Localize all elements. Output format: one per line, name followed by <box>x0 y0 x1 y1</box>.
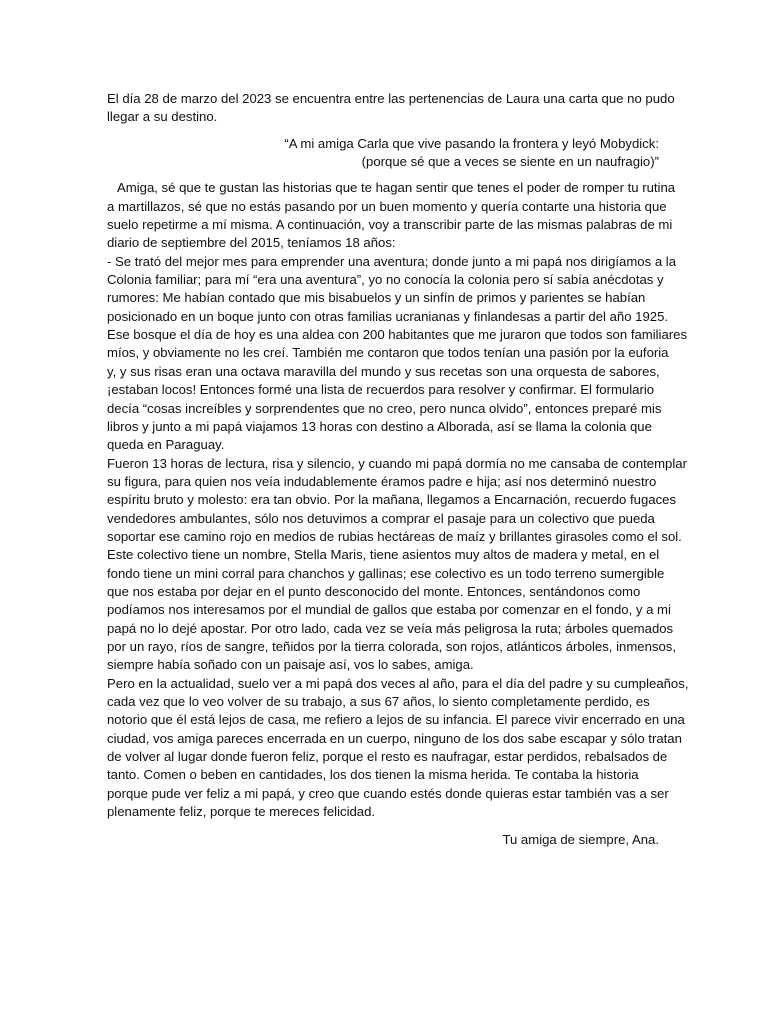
body-line: porque pude ver feliz a mi papá, y creo que cuando estés donde quieras estar también vas a ser <box>107 785 669 801</box>
body-line: y, y sus risas eran una octava maravilla del mundo y sus recetas son una orquesta de sabores, <box>107 363 660 379</box>
body-line: plenamente feliz, porque te mereces felicidad. <box>107 804 376 820</box>
letter-document <box>107 90 689 850</box>
body-line: notorio que él está lejos de casa, me refiero a lejos de su infancia. El parece vivir encerrado en una <box>107 712 685 728</box>
body-line: por un rayo, ríos de sangre, teñidos por la tierra colorada, son rojos, atlánticos árboles, inmensos, <box>107 638 676 654</box>
body-line: cada vez que lo veo volver de su trabajo, a sus 67 años, lo siento completamente perdido, es <box>107 694 650 709</box>
body-line: rumores: Me habían contado que mis bisabuelos y un sinfín de primos y parientes se habían <box>107 290 646 306</box>
epigraph-line: (porque sé que a veces se siente en un naufragio)” <box>361 154 659 170</box>
body-line: a martillazos, sé que no estás pasando por un buen momento y quería contarte una historia que <box>107 198 667 214</box>
body-line: soportar ese camino rojo en medios de rubias hectáreas de maíz y brillantes girasoles como el sol. <box>107 528 682 544</box>
body-line: de volver al lugar donde fueron feliz, porque el resto es naufragar, estar perdidos, rebalsados de <box>107 749 668 765</box>
body-line: fondo tiene un mini corral para chanchos y gallinas; ese colectivo es un todo terreno sumergible <box>107 565 665 581</box>
body-line: papá no lo dejé apostar. Por otro lado, cada vez se veía más peligrosa la ruta; árboles quemados <box>107 620 674 636</box>
signature: Tu amiga de siempre, Ana. <box>502 832 659 848</box>
epigraph <box>107 135 659 172</box>
body-line: su figura, para quien nos veía indudablemente éramos padre e hija; así nos determinó nuestro <box>107 473 657 489</box>
body-line: Colonia familiar; para mí “era una aventura”, yo no conocía la colonia pero sí sabía anécdotas y <box>107 272 664 288</box>
body-line: tanto. Comen o beben en cantidades, los dos tienen la misma herida. Te contaba la historia <box>107 767 639 783</box>
body-line: queda en Paraguay. <box>107 437 225 453</box>
body-line: míos, y obviamente no les creí. También me contaron que todos tenían una pasión por la euforia <box>107 345 669 361</box>
body-line: vendedores ambulantes, sólo nos detuvimos a comprar el pasaje para un colectivo que pueda <box>107 510 655 526</box>
intro-paragraph <box>107 90 675 127</box>
body-line: ¡estaban locos! Entonces formé una lista de recuerdos para resolver y confirmar. El formulario <box>107 382 655 398</box>
body-line: Fueron 13 horas de lectura, risa y silencio, y cuando mi papá dormía no me cansaba de contemplar <box>107 455 687 471</box>
body-line: Pero en la actualidad, suelo ver a mi papá dos veces al año, para el día del padre y su cumpleaños, <box>107 675 689 691</box>
body-line: posicionado en un boque junto con otras familias ucranianas y finlandesas a partir del año 1925. <box>107 308 669 324</box>
intro-line: llegar a su destino. <box>107 109 218 125</box>
body-line: libros y junto a mi papá viajamos 13 horas con destino a Alborada, así se llama la colonia que <box>107 418 652 434</box>
body-line: espíritu bruto y molesto: era tan obvio. Por la mañana, llegamos a Encarnación, recuerdo fugaces <box>107 492 677 508</box>
body-line: ciudad, vos amiga pareces encerrada en un cuerpo, ninguno de los dos sabe escapar y sólo tratan <box>107 730 682 746</box>
body-line: suelo repetirme a mí misma. A continuación, voy a transcribir parte de las mismas palabras de mi <box>107 217 673 233</box>
letter-body <box>107 179 689 821</box>
body-line: que nos estaba por dejar en el punto desconocido del monte. Entonces, sentándonos como <box>107 583 641 599</box>
body-line: Amiga, sé que te gustan las historias que te hagan sentir que tenes el poder de romper tu rutina <box>117 180 676 196</box>
intro-line: El día 28 de marzo del 2023 se encuentra entre las pertenencias de Laura una carta que no pudo <box>107 91 675 106</box>
body-line: podíamos nos interesamos por el mundial de gallos que estaba por comenzar en el fondo, y a mi <box>107 602 671 618</box>
body-line: Ese bosque el día de hoy es una aldea con 200 habitantes que me juraron que todos son familiares <box>107 327 688 343</box>
body-line: diario de septiembre del 2015, teníamos 18 años: <box>107 235 396 251</box>
body-line: - Se trató del mejor mes para emprender una aventura; donde junto a mi papá nos dirigíamos a la <box>107 253 677 269</box>
body-line: decía “cosas increíbles y sorprendentes que no creo, pero nunca olvido”, entonces preparé mis <box>107 400 662 416</box>
epigraph-line: “A mi amiga Carla que vive pasando la frontera y leyó Mobydick: <box>284 135 659 151</box>
body-line: siempre había soñado con un paisaje así, vos lo sabes, amiga. <box>107 657 474 673</box>
body-line: Este colectivo tiene un nombre, Stella Maris, tiene asientos muy altos de madera y metal, en el <box>107 547 660 563</box>
